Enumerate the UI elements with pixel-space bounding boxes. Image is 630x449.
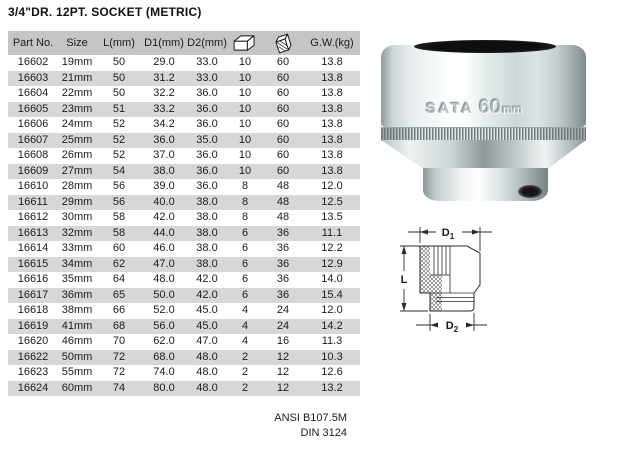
table-cell: 19mm <box>61 56 93 68</box>
table-cell: 38.0 <box>153 164 175 177</box>
master-carton-icon <box>272 33 295 54</box>
dimension-diagram <box>390 213 595 353</box>
column-header-gw-kg: G.W.(kg) <box>310 37 354 49</box>
table-cell: 11.1 <box>321 226 343 239</box>
table-cell: 46mm <box>61 335 93 347</box>
table-header-row <box>8 31 360 55</box>
table-cell: 16604 <box>17 87 49 99</box>
table-cell: 35mm <box>61 273 93 285</box>
table-cell: 48 <box>276 211 290 223</box>
spec-table <box>8 31 360 396</box>
table-cell: 48.0 <box>153 273 175 285</box>
table-cell: 22mm <box>61 87 93 99</box>
table-cell: 16607 <box>17 133 49 146</box>
table-cell: 46.0 <box>153 242 175 254</box>
table-cell: 50 <box>112 87 126 99</box>
table-cell: 68.0 <box>153 350 175 363</box>
table-cell: 74.0 <box>153 366 175 378</box>
socket-base <box>423 168 548 201</box>
table-cell: 34.2 <box>153 118 175 130</box>
table-cell: 16622 <box>17 350 49 363</box>
table-cell: 16602 <box>17 56 49 68</box>
table-cell: 60mm <box>61 381 93 394</box>
table-cell: 10 <box>238 164 252 177</box>
table-row <box>8 272 360 288</box>
table-row <box>8 381 360 397</box>
table-cell: 60 <box>276 149 290 161</box>
table-cell: 32mm <box>61 226 93 239</box>
table-cell: 16619 <box>17 319 49 332</box>
page-title: 3/4"DR. 12PT. SOCKET (METRIC) <box>8 5 202 19</box>
table-cell: 16609 <box>17 164 49 177</box>
table-cell: 15.4 <box>321 288 343 301</box>
table-cell: 42.0 <box>196 288 218 301</box>
table-cell: 6 <box>241 242 249 254</box>
table-cell: 4 <box>241 335 249 347</box>
socket-opening <box>414 40 556 53</box>
table-cell: 42.0 <box>196 273 218 285</box>
table-cell: 56.0 <box>153 319 175 332</box>
table-cell: 55mm <box>61 366 93 378</box>
table-cell: 38.0 <box>196 211 218 223</box>
table-cell: 21mm <box>61 71 93 84</box>
table-cell: 50 <box>112 56 126 68</box>
table-cell: 10.3 <box>321 350 343 363</box>
table-cell: 51 <box>112 102 126 115</box>
table-cell: 36.0 <box>196 102 218 115</box>
table-row <box>8 241 360 257</box>
table-cell: 60 <box>112 242 126 254</box>
table-cell: 35.0 <box>196 133 218 146</box>
table-row <box>8 334 360 350</box>
table-cell: 10 <box>238 56 252 68</box>
table-cell: 54 <box>112 164 126 177</box>
table-row <box>8 288 360 304</box>
table-row <box>8 319 360 335</box>
table-cell: 48.0 <box>196 366 218 378</box>
column-header-size: Size <box>66 37 88 49</box>
table-cell: 36 <box>276 257 290 270</box>
table-cell: 16611 <box>18 195 48 208</box>
table-cell: 50 <box>112 71 126 84</box>
table-cell: 36.0 <box>196 180 218 192</box>
table-cell: 52.0 <box>153 304 175 316</box>
table-cell: 8 <box>241 195 249 208</box>
table-cell: 6 <box>241 257 249 270</box>
table-cell: 48.0 <box>196 381 218 394</box>
table-cell: 29mm <box>61 195 93 208</box>
table-cell: 12 <box>276 366 290 378</box>
column-header-d1-mm: D1(mm) <box>144 37 184 49</box>
table-cell: 10 <box>238 102 252 115</box>
table-row <box>8 195 360 211</box>
table-cell: 27mm <box>61 164 93 177</box>
table-cell: 45.0 <box>196 319 218 332</box>
standard-ansi: ANSI B107.5M <box>274 412 347 424</box>
table-cell: 58 <box>112 226 126 239</box>
table-cell: 2 <box>241 350 249 363</box>
table-cell: 16623 <box>17 366 49 378</box>
table-row <box>8 179 360 195</box>
knurl-band <box>381 127 586 141</box>
table-cell: 74 <box>112 381 126 394</box>
table-cell: 14.2 <box>321 319 343 332</box>
table-row <box>8 226 360 242</box>
table-cell: 36.0 <box>196 164 218 177</box>
table-cell: 16605 <box>17 102 49 115</box>
unit-engraving: mm <box>502 102 523 116</box>
table-cell: 50.0 <box>153 288 175 301</box>
table-cell: 12.9 <box>321 257 343 270</box>
table-cell: 45.0 <box>196 304 218 316</box>
column-header-l-mm: L(mm) <box>103 37 135 49</box>
table-cell: 60 <box>276 71 290 84</box>
table-cell: 60 <box>276 164 290 177</box>
table-cell: 16618 <box>17 304 49 316</box>
table-cell: 40.0 <box>153 195 175 208</box>
table-cell: 48 <box>276 195 290 208</box>
table-cell: 12.6 <box>321 366 343 378</box>
table-cell: 16608 <box>17 149 49 161</box>
table-cell: 33.2 <box>153 102 175 115</box>
table-row <box>8 117 360 133</box>
table-cell: 38.0 <box>196 257 218 270</box>
table-cell: 13.8 <box>321 164 343 177</box>
table-cell: 36.0 <box>196 118 218 130</box>
table-cell: 36 <box>276 226 290 239</box>
table-cell: 65 <box>112 288 126 301</box>
table-body <box>8 55 360 396</box>
table-cell: 31.2 <box>153 71 175 84</box>
table-cell: 8 <box>241 211 249 223</box>
table-cell: 16615 <box>17 257 49 270</box>
table-cell: 36 <box>276 242 290 254</box>
table-cell: 38.0 <box>196 195 218 208</box>
diagram-label-d1: $D_1$ <box>441 227 455 241</box>
standards-note <box>180 411 347 440</box>
socket-taper <box>381 140 586 168</box>
table-cell: 42.0 <box>153 211 175 223</box>
table-cell: 47.0 <box>196 335 218 347</box>
table-cell: 23mm <box>61 102 93 115</box>
table-cell: 48.0 <box>196 350 218 363</box>
table-cell: 16624 <box>17 381 49 394</box>
table-cell: 36.0 <box>196 87 218 99</box>
table-row <box>8 257 360 273</box>
table-cell: 14.0 <box>321 273 343 285</box>
table-cell: 2 <box>241 381 249 394</box>
table-cell: 60 <box>276 118 290 130</box>
brand-text: SATA <box>425 100 475 117</box>
square-drive-hole <box>518 185 542 198</box>
table-row <box>8 133 360 149</box>
table-cell: 39.0 <box>153 180 175 192</box>
table-cell: 25mm <box>61 133 93 146</box>
table-cell: 12.2 <box>321 242 343 254</box>
table-cell: 13.8 <box>321 56 343 68</box>
table-cell: 41mm <box>61 319 93 332</box>
column-header-inner-box <box>228 34 262 52</box>
table-cell: 62.0 <box>153 335 175 347</box>
table-cell: 12.0 <box>321 180 343 192</box>
table-row <box>8 210 360 226</box>
table-row <box>8 55 360 71</box>
table-cell: 16620 <box>17 335 49 347</box>
table-cell: 16 <box>276 335 290 347</box>
table-cell: 28mm <box>61 180 93 192</box>
table-cell: 24mm <box>61 118 93 130</box>
table-cell: 16613 <box>17 226 49 239</box>
table-cell: 60 <box>276 133 290 146</box>
table-cell: 44.0 <box>153 226 175 239</box>
table-cell: 6 <box>241 273 249 285</box>
table-cell: 37.0 <box>153 149 175 161</box>
table-cell: 80.0 <box>153 381 175 394</box>
table-cell: 12 <box>276 381 290 394</box>
table-cell: 64 <box>112 273 126 285</box>
diagram-label-l: L <box>400 274 408 286</box>
table-cell: 68 <box>112 319 126 332</box>
table-cell: 24 <box>276 319 290 332</box>
table-cell: 16617 <box>17 288 49 301</box>
inner-box-icon <box>232 34 259 52</box>
size-engraving: 60 <box>478 97 503 118</box>
table-cell: 60 <box>276 102 290 115</box>
table-cell: 13.8 <box>321 118 343 130</box>
table-cell: 36.0 <box>196 149 218 161</box>
table-cell: 60 <box>276 56 290 68</box>
table-row <box>8 86 360 102</box>
table-cell: 52 <box>112 133 126 146</box>
standard-din: DIN 3124 <box>300 426 347 439</box>
table-cell: 32.2 <box>153 87 175 99</box>
table-cell: 36 <box>276 273 290 285</box>
table-cell: 16612 <box>17 211 49 223</box>
table-cell: 36mm <box>61 288 93 301</box>
table-cell: 72 <box>112 350 126 363</box>
table-cell: 26mm <box>61 149 93 161</box>
table-row <box>8 102 360 118</box>
bore-profile-lines <box>430 246 474 302</box>
table-cell: 16603 <box>17 71 49 84</box>
table-cell: 16606 <box>17 118 49 130</box>
product-photo <box>378 33 590 208</box>
table-cell: 13.8 <box>321 102 343 115</box>
table-cell: 72 <box>112 366 126 378</box>
table-cell: 8 <box>241 180 249 192</box>
table-cell: 13.5 <box>321 211 343 223</box>
table-cell: 48 <box>276 180 290 192</box>
table-cell: 4 <box>241 304 249 316</box>
table-cell: 6 <box>241 226 249 239</box>
table-cell: 24 <box>276 304 290 316</box>
table-cell: 12.0 <box>321 304 343 316</box>
table-row <box>8 365 360 381</box>
table-cell: 38.0 <box>196 226 218 239</box>
column-header-part-no: Part No. <box>12 37 54 49</box>
table-cell: 10 <box>238 71 252 84</box>
table-cell: 6 <box>241 288 249 301</box>
table-cell: 10 <box>238 87 252 99</box>
table-row <box>8 350 360 366</box>
table-cell: 56 <box>112 180 126 192</box>
table-cell: 36 <box>276 288 290 301</box>
table-cell: 33.0 <box>196 71 218 84</box>
table-cell: 4 <box>241 319 249 332</box>
table-cell: 50mm <box>61 350 93 363</box>
table-cell: 10 <box>238 133 252 146</box>
table-cell: 16610 <box>17 180 49 192</box>
table-cell: 52 <box>112 149 126 161</box>
table-cell: 16616 <box>17 273 49 285</box>
table-cell: 10 <box>238 149 252 161</box>
table-cell: 16614 <box>17 242 49 254</box>
diagram-label-d2: $D_2$ <box>445 320 459 334</box>
table-row <box>8 71 360 87</box>
table-cell: 13.2 <box>321 381 343 394</box>
table-cell: 11.3 <box>321 335 343 347</box>
table-cell: 66 <box>112 304 126 316</box>
table-cell: 33mm <box>61 242 93 254</box>
table-cell: 13.8 <box>321 133 343 146</box>
table-cell: 29.0 <box>153 56 175 68</box>
brand-engraving <box>378 97 570 119</box>
table-cell: 33.0 <box>196 56 218 68</box>
table-cell: 13.8 <box>321 149 343 161</box>
column-header-carton <box>262 33 304 54</box>
column-header-d2-mm: D2(mm) <box>187 37 227 49</box>
table-cell: 34mm <box>61 257 93 270</box>
table-row <box>8 303 360 319</box>
table-cell: 38mm <box>61 304 93 316</box>
table-cell: 13.8 <box>321 87 343 99</box>
table-cell: 62 <box>112 257 126 270</box>
table-row <box>8 164 360 180</box>
table-cell: 58 <box>112 211 126 223</box>
table-cell: 10 <box>238 118 252 130</box>
table-cell: 12.5 <box>321 195 343 208</box>
table-cell: 47.0 <box>153 257 175 270</box>
table-cell: 60 <box>276 87 290 99</box>
table-cell: 56 <box>112 195 126 208</box>
table-row <box>8 148 360 164</box>
table-cell: 12 <box>276 350 290 363</box>
table-cell: 2 <box>241 366 249 378</box>
table-cell: 38.0 <box>196 242 218 254</box>
table-cell: 52 <box>112 118 126 130</box>
table-cell: 70 <box>112 335 126 347</box>
table-cell: 30mm <box>61 211 93 223</box>
table-cell: 13.8 <box>321 71 343 84</box>
table-cell: 36.0 <box>153 133 175 146</box>
